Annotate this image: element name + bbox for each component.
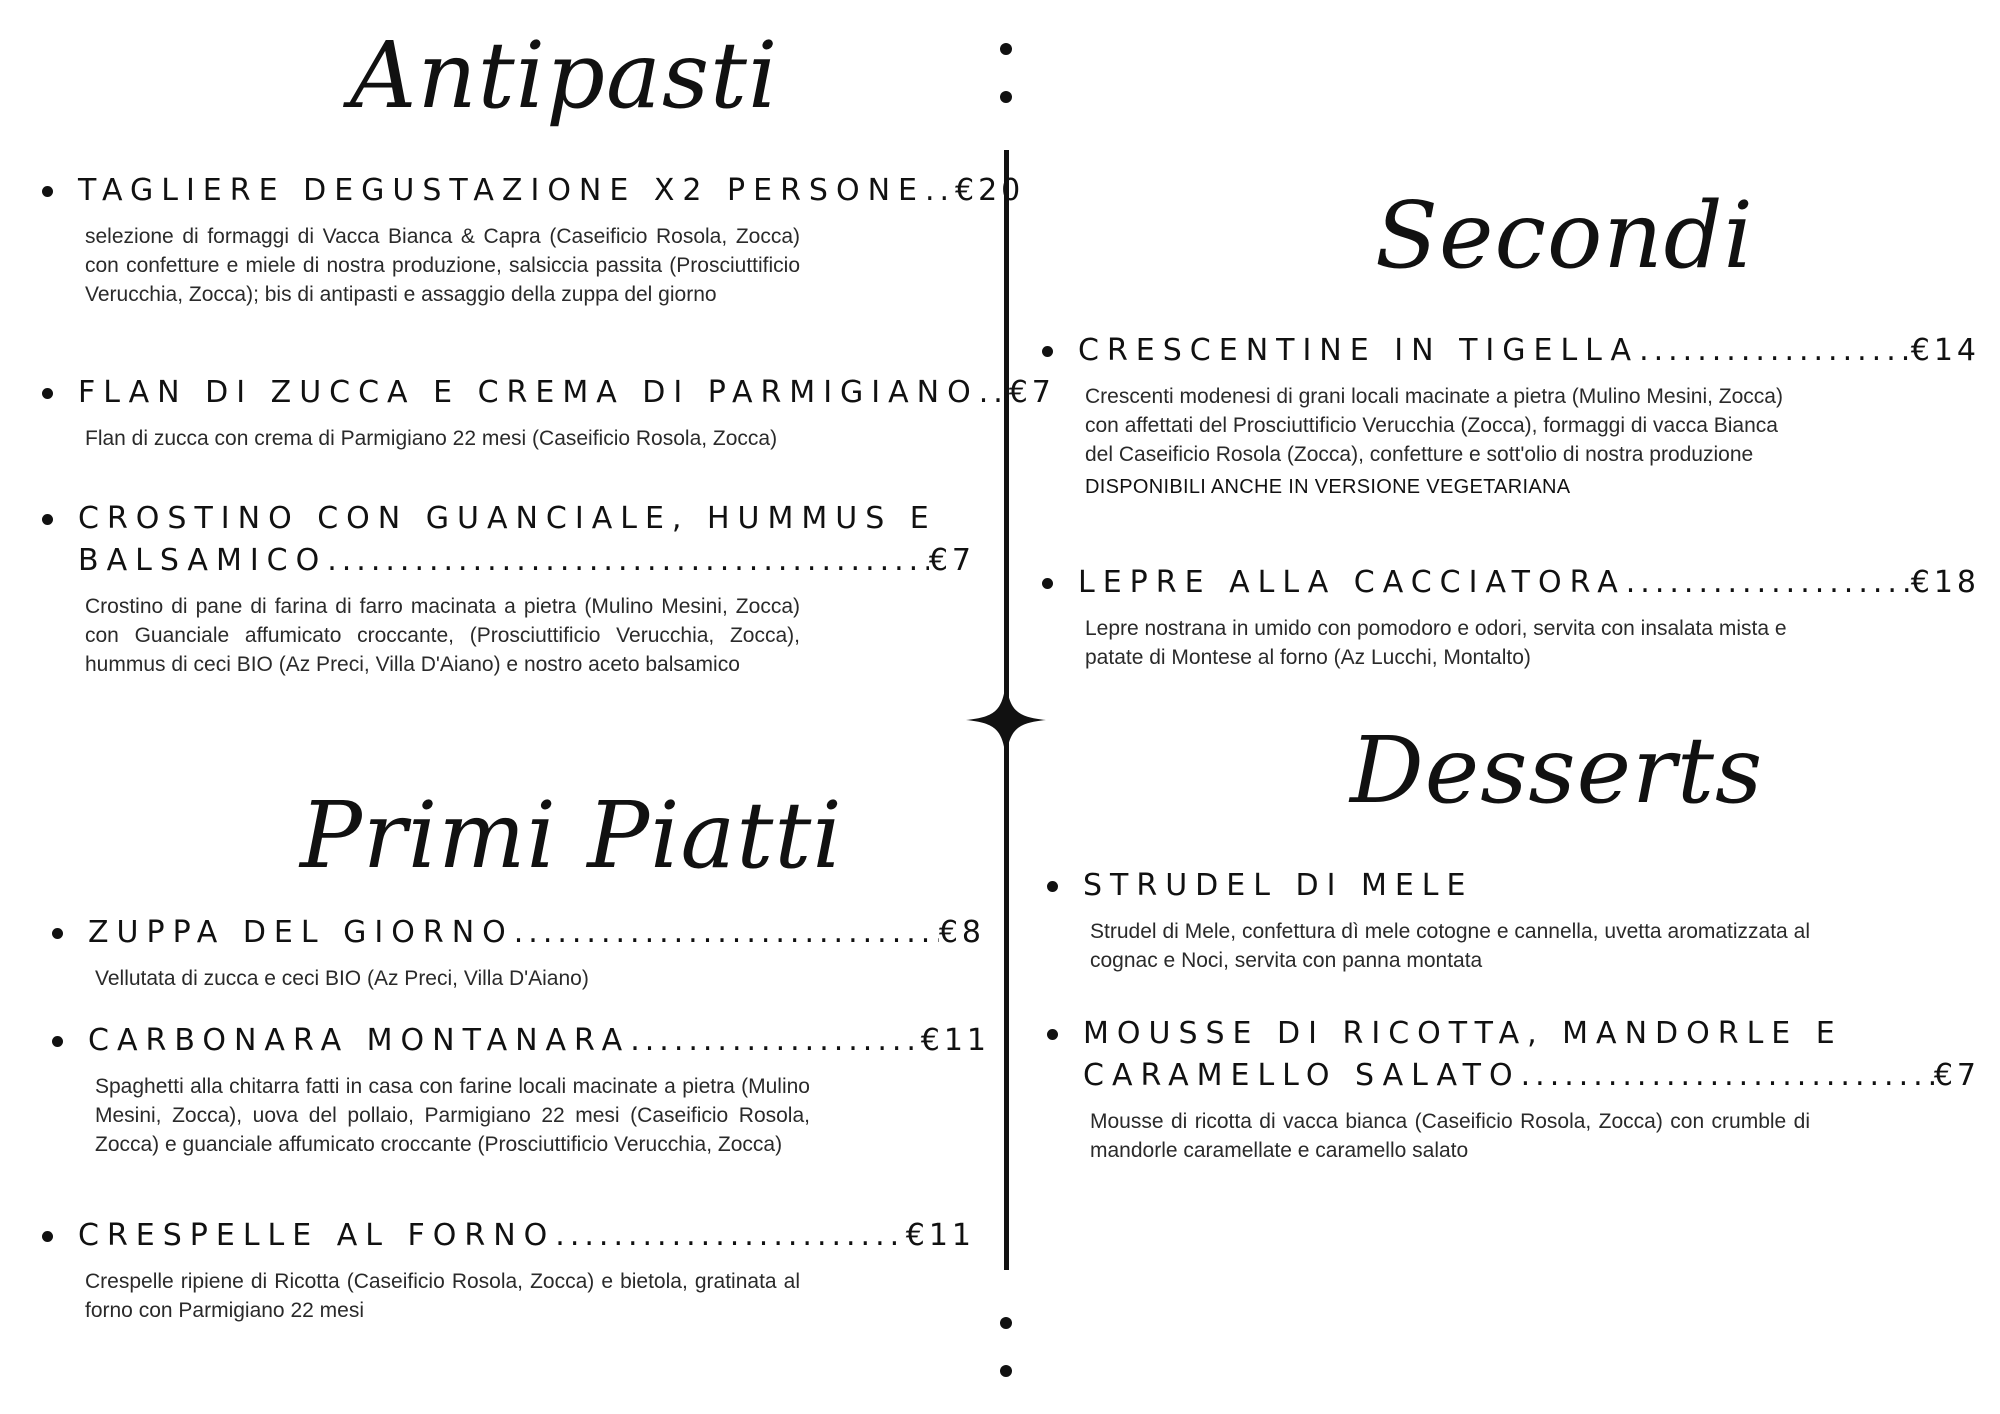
dot-leader	[979, 372, 1009, 414]
item-title-line1	[40, 498, 975, 540]
dot-leader	[514, 912, 939, 954]
item-name: STRUDEL DI MELE	[1083, 868, 1474, 903]
item-title-line1	[1045, 1013, 1980, 1055]
item-price: €14	[1910, 333, 1980, 368]
bullet-icon	[42, 514, 53, 525]
item-description: Flan di zucca con crema di Parmigiano 22 mesi (Caseificio Rosola, Zocca)	[85, 427, 778, 450]
divider-dot-bottom-1	[1000, 1317, 1012, 1329]
primi-heading: Primi Piatti	[300, 782, 843, 889]
item-name-line1: MOUSSE DI RICOTTA, MANDORLE E	[1083, 1016, 1843, 1051]
item-name: ZUPPA DEL GIORNO	[88, 915, 514, 950]
divider-dot-top-1	[1000, 43, 1012, 55]
item-name: LEPRE ALLA CACCIATORA	[1078, 565, 1626, 600]
item-price: €7	[928, 543, 975, 578]
item-description: Crostino di pane di farina di farro macinata a pietra (Mulino Mesini, Zocca) con Guanciale affumicato croccante, (Prosciuttificio Verucchia, Zocca), hummus di ceci BIO (Az Preci, Villa D'Aiano) e nostro aceto balsamico	[85, 595, 800, 676]
item-title	[40, 170, 1025, 212]
bullet-icon	[52, 928, 63, 939]
menu-item-lepre	[1040, 562, 1980, 672]
item-name: CRESCENTINE IN TIGELLA	[1078, 333, 1640, 368]
desserts-heading: Desserts	[1350, 717, 1764, 824]
item-name: CRESPELLE AL FORNO	[78, 1218, 556, 1253]
dot-leader	[1521, 1055, 1934, 1097]
item-title-line2	[40, 540, 975, 582]
secondi-heading: Secondi	[1375, 182, 1754, 289]
menu-item-carbonara	[50, 1020, 990, 1159]
item-title	[1040, 562, 1980, 604]
item-description: selezione di formaggi di Vacca Bianca & Capra (Caseificio Rosola, Zocca) con confetture e miele di nostra produzione, salsiccia passita (Prosciuttificio Verucchia, Zocca); bis di antipasti e assaggio della zuppa del giorno	[85, 225, 800, 306]
menu-item-crespelle	[40, 1215, 975, 1325]
item-price: €20	[954, 173, 1025, 208]
bullet-icon	[42, 186, 53, 197]
bullet-icon	[42, 1231, 53, 1242]
item-title	[40, 1215, 975, 1257]
dot-leader	[1639, 330, 1911, 372]
bullet-icon	[1047, 1029, 1058, 1040]
bullet-icon	[1042, 578, 1053, 589]
divider-dot-top-2	[1000, 91, 1012, 103]
item-description: Vellutata di zucca e ceci BIO (Az Preci, Villa D'Aiano)	[95, 967, 589, 990]
dot-leader	[555, 1215, 905, 1257]
bullet-icon	[1047, 881, 1058, 892]
bullet-icon	[42, 388, 53, 399]
menu-item-crescentine	[1040, 330, 1980, 501]
item-price: €8	[938, 915, 985, 950]
menu-item-strudel	[1045, 865, 1980, 975]
item-name: CARBONARA MONTANARA	[88, 1023, 631, 1058]
bullet-icon	[1042, 346, 1053, 357]
dot-leader	[925, 170, 955, 212]
item-name-line2: CARAMELLO SALATO	[1083, 1058, 1521, 1093]
menu-item-flan	[40, 372, 1055, 453]
four-point-star-icon	[966, 680, 1046, 760]
item-title	[40, 372, 1055, 414]
item-description: Mousse di ricotta di vacca bianca (Caseificio Rosola, Zocca) con crumble di mandorle caramellate e caramello salato	[1090, 1110, 1810, 1162]
menu-item-zuppa	[50, 912, 985, 993]
item-name-line1: CROSTINO CON GUANCIALE, HUMMUS E	[78, 501, 937, 536]
dot-leader	[327, 540, 929, 582]
item-description: Crescenti modenesi di grani locali macinate a pietra (Mulino Mesini, Zocca) con affettati del Prosciuttificio Verucchia (Zocca), formaggi di vacca Bianca del Caseificio Rosola (Zocca), confetture e sott'olio di nostra produzione	[1085, 385, 1783, 466]
divider-dot-bottom-2	[1000, 1365, 1012, 1377]
item-description: Crespelle ripiene di Ricotta (Caseificio Rosola, Zocca) e bietola, gratinata al forno con Parmigiano 22 mesi	[85, 1270, 800, 1322]
item-price: €7	[1008, 375, 1055, 410]
item-price: €18	[1910, 565, 1980, 600]
item-description: Strudel di Mele, confettura dì mele cotogne e cannella, uvetta aromatizzata al cognac e Noci, servita con panna montata	[1090, 920, 1810, 972]
item-title	[50, 912, 985, 954]
vegetarian-note: DISPONIBILI ANCHE IN VERSIONE VEGETARIANA	[1085, 476, 1571, 498]
item-title	[1040, 330, 1980, 372]
menu-item-tagliere	[40, 170, 1025, 309]
item-description: Lepre nostrana in umido con pomodoro e odori, servita con insalata mista e patate di Montese al forno (Az Lucchi, Montalto)	[1085, 617, 1787, 669]
item-name-line2: BALSAMICO	[78, 543, 328, 578]
item-price: €11	[905, 1218, 975, 1253]
item-name: TAGLIERE DEGUSTAZIONE X2 PERSONE	[78, 173, 925, 208]
item-title-line2	[1045, 1055, 1980, 1097]
bullet-icon	[52, 1036, 63, 1047]
item-price: €7	[1933, 1058, 1980, 1093]
item-title	[1045, 865, 1980, 907]
menu-item-crostino	[40, 498, 975, 679]
menu-item-mousse	[1045, 1013, 1980, 1165]
item-name: FLAN DI ZUCCA E CREMA DI PARMIGIANO	[78, 375, 979, 410]
item-title	[50, 1020, 990, 1062]
dot-leader	[630, 1020, 921, 1062]
item-description: Spaghetti alla chitarra fatti in casa con farine locali macinate a pietra (Mulino Mesini, Zocca), uova del pollaio, Parmigiano 22 mesi (Caseificio Rosola, Zocca) e guanciale affumicato croccante (Prosciuttificio Verucchia, Zocca)	[95, 1075, 810, 1156]
dot-leader	[1626, 562, 1911, 604]
antipasti-heading: Antipasti	[350, 22, 779, 129]
item-price: €11	[920, 1023, 990, 1058]
